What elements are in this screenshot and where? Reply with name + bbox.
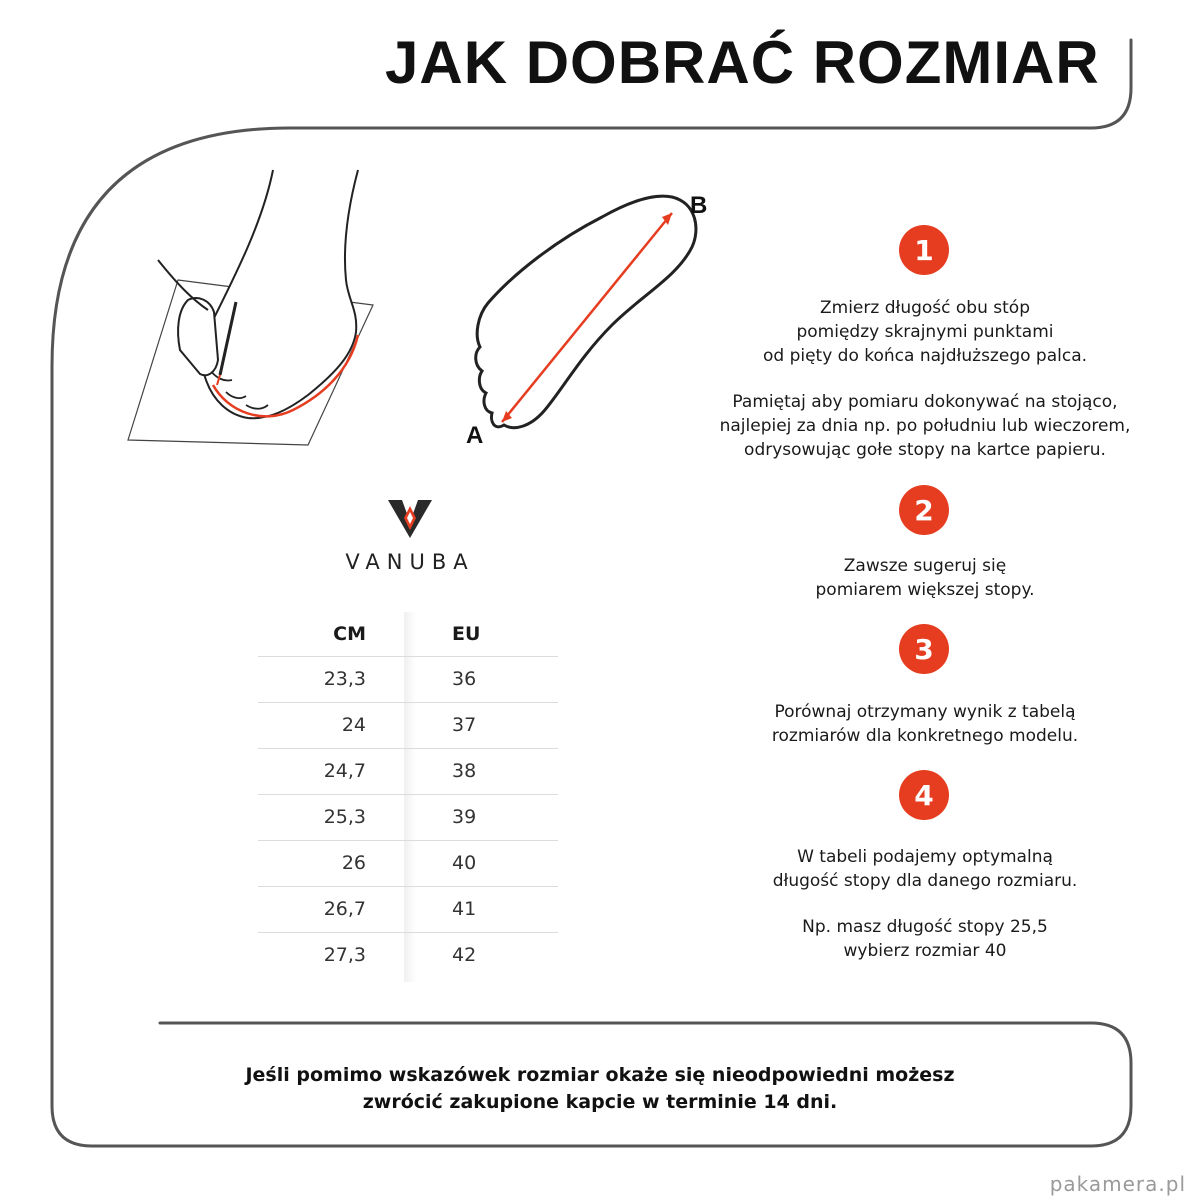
step-text-line: długość stopy dla danego rozmiaru. (772, 871, 1078, 891)
cell-eu: 37 (408, 702, 558, 748)
table-header-row (258, 612, 558, 656)
table-row (258, 702, 558, 748)
cell-eu: 40 (408, 840, 558, 886)
header-eu: EU (452, 622, 481, 645)
step-text-line: Porównaj otrzymany wynik z tabelą (774, 702, 1076, 722)
cell-cm: 25,3 (258, 794, 408, 840)
cell-eu: 36 (408, 656, 558, 702)
cell-eu: 42 (408, 932, 558, 978)
step-text-line: rozmiarów dla konkretnego modelu. (771, 726, 1079, 746)
step-text-line: Zmierz długość obu stóp (820, 298, 1030, 318)
step-1-text (690, 296, 1160, 462)
cell-cm: 24 (258, 702, 408, 748)
header-cm: CM (333, 622, 366, 645)
size-table (258, 612, 558, 978)
foot-tracing-illustration (118, 160, 388, 455)
step-3-badge: 3 (899, 624, 949, 674)
step-text-line: pomiędzy skrajnymi punktami (796, 322, 1054, 342)
table-row (258, 932, 558, 978)
brand-mark-icon (388, 498, 432, 538)
table-row (258, 840, 558, 886)
cell-eu: 38 (408, 748, 558, 794)
step-1-badge: 1 (899, 225, 949, 275)
page-title: JAK DOBRAĆ ROZMIAR (385, 29, 1100, 96)
step-text-line: od pięty do końca najdłuższego palca. (762, 346, 1088, 366)
brand-logo (300, 498, 520, 574)
step-text-line: najlepiej za dnia np. po południu lub wieczorem, (719, 416, 1131, 436)
step-4-badge: 4 (899, 770, 949, 820)
table-row (258, 748, 558, 794)
cell-cm: 26 (258, 840, 408, 886)
step-text-line: pomiarem większej stopy. (815, 580, 1035, 600)
step-text-line: wybierz rozmiar 40 (843, 941, 1007, 961)
step-text-line: Zawsze sugeruj się (843, 556, 1007, 576)
step-4-text (690, 845, 1160, 963)
step-text-line: W tabeli podajemy optymalną (797, 847, 1053, 867)
table-row (258, 794, 558, 840)
step-3-text (690, 700, 1160, 748)
step-text-line: Pamiętaj aby pomiaru dokonywać na stojąco, (732, 392, 1118, 412)
foot-measurement-diagram (462, 185, 722, 450)
step-text-line: odrysowując gołe stopy na kartce papieru. (744, 440, 1106, 460)
cell-cm: 24,7 (258, 748, 408, 794)
note-line: Jeśli pomimo wskazówek rozmiar okaże się nieodpowiedni możesz (245, 1064, 955, 1086)
cell-cm: 26,7 (258, 886, 408, 932)
brand-name: VANUBA (345, 550, 475, 574)
table-row (258, 886, 558, 932)
cell-eu: 39 (408, 794, 558, 840)
point-a-label: A (466, 422, 484, 449)
step-2-badge: 2 (899, 485, 949, 535)
cell-cm: 23,3 (258, 656, 408, 702)
return-policy-note (160, 1062, 1040, 1116)
step-2-text (690, 554, 1160, 602)
watermark: pakamera.pl (1049, 1172, 1186, 1196)
note-line: zwrócić zakupione kapcie w terminie 14 dni. (362, 1091, 838, 1113)
cell-cm: 27,3 (258, 932, 408, 978)
step-text-line: Np. masz długość stopy 25,5 (802, 917, 1048, 937)
table-row (258, 656, 558, 702)
point-b-label: B (690, 192, 708, 219)
cell-eu: 41 (408, 886, 558, 932)
